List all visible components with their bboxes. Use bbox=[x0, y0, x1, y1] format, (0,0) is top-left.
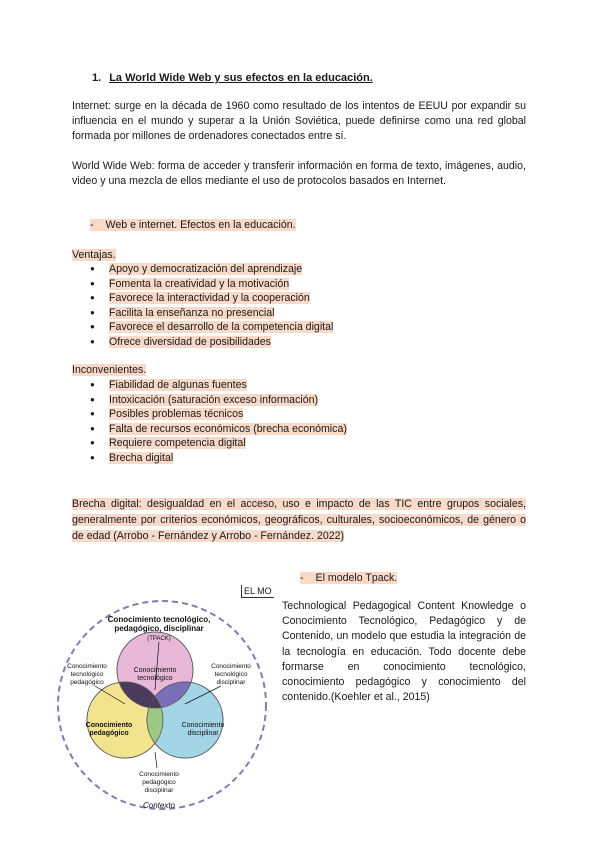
list-item: ● Facilita la enseñanza no presencial bbox=[90, 306, 333, 321]
list-item: ● Falta de recursos económicos (brecha económica) bbox=[90, 422, 347, 437]
inconvenientes-heading: Inconvenientes. bbox=[72, 364, 147, 376]
ventajas-list bbox=[90, 262, 333, 350]
www-definition: World Wide Web: forma de acceder y transferir información en forma de texto, imágenes, audio, video y una mezcla de ellos mediante el uso de protocolos basados en Internet. bbox=[72, 160, 526, 187]
list-item: ● Fiabilidad de algunas fuentes bbox=[90, 378, 347, 393]
cropped-label: EL MO bbox=[241, 585, 274, 598]
ventajas-heading: Ventajas. bbox=[72, 249, 116, 261]
internet-definition: Internet: surge en la década de 1960 como resultado de los intentos de EEUU por expandir su influencia en el mundo y superar a la Unión Soviética, puede definirse como una red global formada por millones de ordenadores conectados entre sí. bbox=[72, 100, 526, 142]
tech-label-1: Conocimiento bbox=[133, 667, 177, 674]
subheading-web: - Web e internet. Efectos en la educación. bbox=[90, 219, 296, 231]
subheading-tpack: - El modelo Tpack. bbox=[300, 572, 398, 584]
tpack-title-3: (TPACK) bbox=[147, 636, 171, 642]
list-item: ● Intoxicación (saturación exceso información) bbox=[90, 393, 347, 408]
list-item: ● Apoyo y democratización del aprendizaje bbox=[90, 262, 333, 277]
context-label: Contexto bbox=[142, 801, 176, 810]
tpack-title-1: Conocimiento tecnológico, bbox=[107, 615, 211, 624]
disc-label-2: disciplinar bbox=[187, 730, 219, 737]
subheading-web-text: Web e internet. Efectos en la educación. bbox=[105, 219, 296, 231]
tck-label-2: tecnológico bbox=[214, 671, 248, 678]
list-item: ● Fomenta la creatividad y la motivación bbox=[90, 277, 333, 292]
section-title bbox=[92, 72, 373, 84]
tech-label-2: tecnológico bbox=[137, 675, 173, 682]
list-item: ● Favorece la interactividad y la cooperación bbox=[90, 291, 333, 306]
section-title-text: La World Wide Web y sus efectos en la educación. bbox=[109, 72, 373, 84]
tpack-title-2: pedagógico, disciplinar bbox=[114, 624, 204, 633]
tck-label-3: disciplinar bbox=[216, 679, 246, 686]
list-item: ● Requiere competencia digital bbox=[90, 436, 347, 451]
tpk-label-1: Conocimiento bbox=[67, 663, 107, 670]
tck-label-1: Conocimiento bbox=[211, 663, 251, 670]
section-number: 1. bbox=[92, 72, 102, 84]
subheading-tpack-text: El modelo Tpack. bbox=[315, 572, 398, 584]
pck-label-1: Conocimiento bbox=[139, 771, 179, 778]
pck-label-3: disciplinar bbox=[144, 787, 174, 794]
tpack-description: Technological Pedagogical Content Knowledge o Conocimiento Tecnológico, Pedagógico y de Contenido, un modelo que estudia la integración de la tecnología en educación. Todo docente debe formarse en conocimiento tecnológico, conocimiento pedagógico y conocimiento del contenido.(Koehler et al., 2015) bbox=[282, 600, 526, 704]
tpk-label-2: tecnológico bbox=[70, 671, 104, 678]
brecha-definition: Brecha digital: desigualdad en el acceso, uso e impacto de las TIC entre grupos sociales, generalmente por criterios económicos, geográficos, culturales, socioeconómicos, de género o de edad (Arrobo - Fernández y Arrobo - Fernández. 2022) bbox=[72, 498, 526, 542]
list-item: ● Favorece el desarrollo de la competencia digital bbox=[90, 320, 333, 335]
inconvenientes-list bbox=[90, 378, 347, 466]
ped-label-2: pedagógico bbox=[89, 730, 129, 737]
disc-label-1: Conocimiento bbox=[181, 722, 225, 729]
list-item: ● Brecha digital bbox=[90, 451, 347, 466]
tpk-label-3: pedagógico bbox=[70, 679, 104, 686]
ped-label-1: Conocimiento bbox=[85, 722, 133, 729]
tpack-diagram bbox=[55, 592, 269, 818]
list-item: ● Ofrece diversidad de posibilidades bbox=[90, 335, 333, 350]
list-item: ● Posibles problemas técnicos bbox=[90, 407, 347, 422]
pck-label-2: pedagógico bbox=[142, 779, 176, 786]
